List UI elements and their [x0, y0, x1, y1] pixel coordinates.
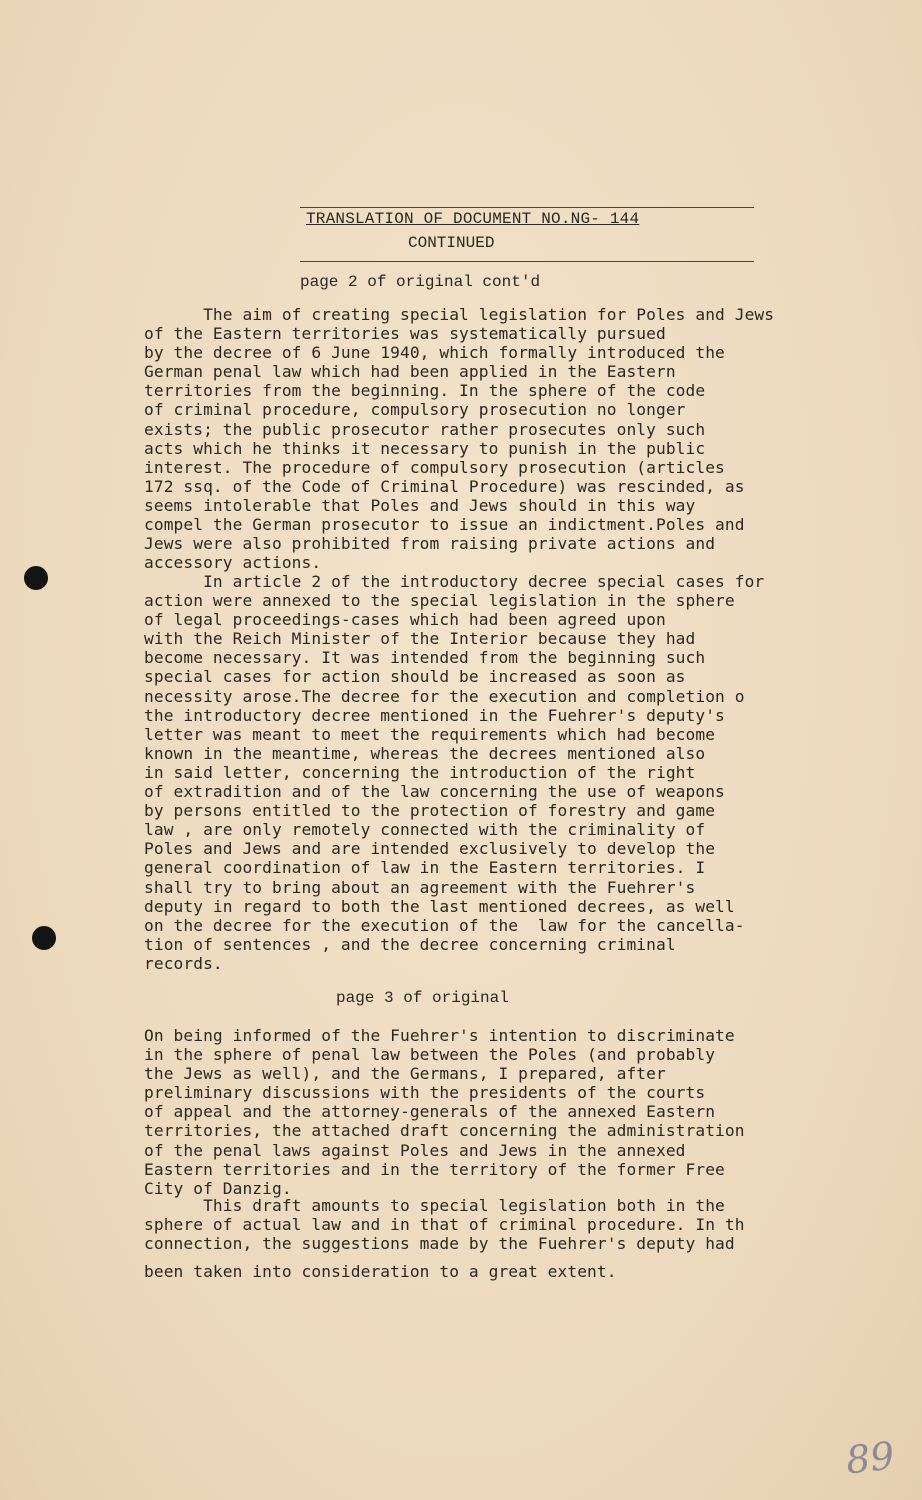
punch-hole-top — [24, 566, 48, 590]
punch-hole-bottom — [32, 926, 56, 950]
document-title: TRANSLATION OF DOCUMENT NO.NG- 144 — [306, 210, 640, 228]
paragraph-final-line: been taken into consideration to a great extent. — [144, 1262, 617, 1281]
page-3-heading: page 3 of original — [336, 989, 509, 1007]
paragraph-draft-legislation: This draft amounts to special legislation both in the sphere of actual law and in that of criminal procedure. In th connection, the suggestions made by the Fuehrer's deputy had — [144, 1196, 745, 1254]
page-2-heading: page 2 of original cont'd — [300, 273, 541, 291]
header-rule-top — [300, 207, 750, 208]
document-subtitle: CONTINUED — [408, 234, 495, 252]
paragraph-introductory-decree: In article 2 of the introductory decree special cases for action were annexed to the special legislation in the sphere of legal proceedings-cases which had been agreed upon with the Reich Minister of the Interior because they had become necessary. It was intended from the beginning such special cases for action should be increased as soon as necessity arose.The decree for the execution and completion o the introductory decree mentioned in the Fuehrer's deputy's letter was meant to meet the requirements which had become known in the meantime, whereas the decrees mentioned also in said letter, concerning the introduction of the right of extradition and of the law concerning the use of weapons by persons entitled to the protection of forestry and game law , are only remotely connected with the criminality of Poles and Jews and are intended exclusively to develop the general coordination of law in the Eastern territories. I shall try to bring about an agreement with the Fuehrer's deputy in regard to both the last mentioned decrees, as well on the decree for the execution of the law for the cancella- tion of sentences , and the decree concerning criminal records. — [144, 572, 765, 973]
handwritten-page-number: 89 — [843, 1433, 897, 1483]
paragraph-special-legislation: The aim of creating special legislation for Poles and Jews of the Eastern territories was systematically pursued by the decree of 6 June 1940, which formally introduced the German penal law which had been applied in the Eastern territories from the beginning. In the sphere of the code of criminal procedure, compulsory prosecution no longer exists; the public prosecutor rather prosecutes only such acts which he thinks it necessary to punish in the public interest. The procedure of compulsory prosecution (articles 172 ssq. of the Code of Criminal Procedure) was rescinded, as seems intolerable that Poles and Jews should in this way compel the German prosecutor to issue an indictment.Poles and Jews were also prohibited from raising private actions and accessory actions. — [144, 305, 775, 573]
header-rule-top-right — [730, 207, 754, 208]
header-rule-bottom — [300, 261, 754, 262]
paragraph-fuehrer-intention: On being informed of the Fuehrer's intention to discriminate in the sphere of penal law between the Poles (and probably the Jews as well), and the Germans, I prepared, after preliminary discussions with the presidents of the courts of appeal and the attorney-generals of the annexed Eastern territories, the attached draft concerning the administration of the penal laws against Poles and Jews in the annexed Eastern territories and in the territory of the former Free City of Danzig. — [144, 1026, 745, 1198]
